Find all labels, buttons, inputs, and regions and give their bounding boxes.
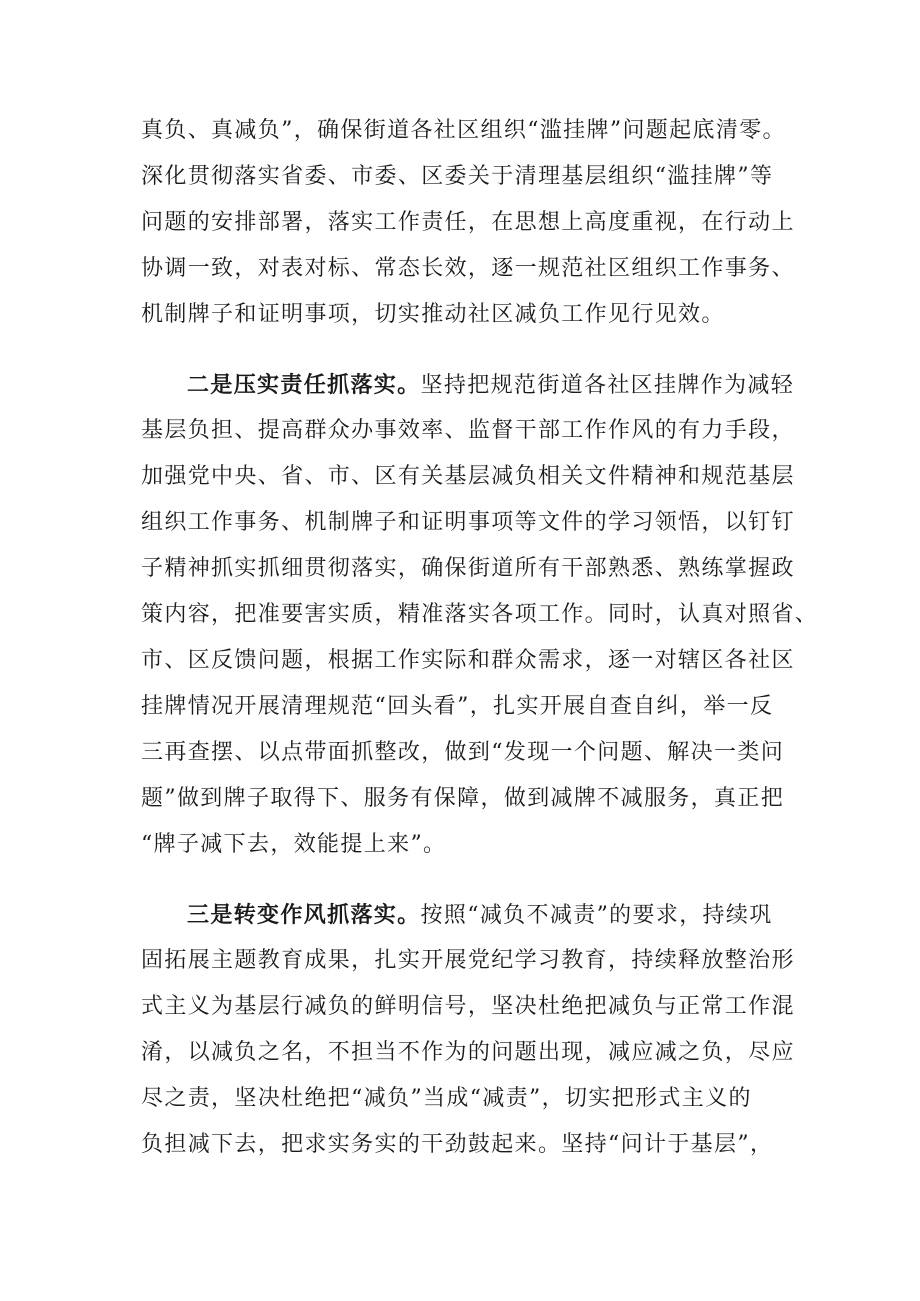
text-line: 深化贯彻落实省委、市委、区委关于清理基层组织“滥挂牌”等 xyxy=(141,164,774,189)
text-line: 基层负担、提高群众办事效率、监督干部工作作风的有力手段， xyxy=(141,418,795,443)
text-line: 真负、真减负”，确保街道各社区组织“滥挂牌”问题起底清零。 xyxy=(141,118,786,143)
text-line: 策内容，把准要害实质，精准落实各项工作。同时，认真对照省、 xyxy=(141,602,819,627)
text-line: 加强党中央、省、市、区有关基层减负相关文件精神和规范基层 xyxy=(141,464,795,489)
paragraph-two xyxy=(141,362,819,868)
paragraph-first-line xyxy=(141,892,791,938)
text-line: 固拓展主题教育成果，扎实开展党纪学习教育，持续释放整治形 xyxy=(141,948,795,973)
text-line: 三再查摆、以点带面抓整改，做到“发现一个问题、解决一类问 xyxy=(141,740,785,765)
text-line: 尽之责，坚决杜绝把“减负”当成“减责”，切实把形式主义的 xyxy=(141,1086,752,1111)
text-line: 题”做到牌子取得下、服务有保障，做到减牌不减服务，真正把 xyxy=(141,786,785,811)
text-line: 挂牌情况开展清理规范“回头看”，扎实开展自查自纠，举一反 xyxy=(141,694,774,719)
text-line: “牌子减下去，效能提上来”。 xyxy=(141,832,447,857)
paragraph-gap xyxy=(141,338,791,362)
paragraph-first-line-rest: 按照“减负不减责”的要求，持续巩 xyxy=(420,903,773,928)
text-line: 问题的安排部署，落实工作责任，在思想上高度重视，在行动上 xyxy=(141,210,795,235)
paragraph-lead-heading: 二是压实责任抓落实。 xyxy=(187,372,421,398)
paragraph-three xyxy=(141,892,795,1168)
text-line: 机制牌子和证明事项，切实推动社区减负工作见行见效。 xyxy=(141,302,725,327)
paragraph-continuation xyxy=(141,108,795,338)
paragraph-first-line-rest: 坚持把规范街道各社区挂牌作为减轻 xyxy=(420,373,795,398)
text-line: 市、区反馈问题，根据工作实际和群众需求，逐一对辖区各社区 xyxy=(141,648,795,673)
paragraph-first-line xyxy=(141,362,795,408)
text-line: 子精神抓实抓细贯彻落实，确保街道所有干部熟悉、熟练掌握政 xyxy=(141,556,795,581)
text-line: 组织工作事务、机制牌子和证明事项等文件的学习领悟，以钉钉 xyxy=(141,510,795,535)
document-page xyxy=(141,108,819,1168)
text-line: 协调一致，对表对标、常态长效，逐一规范社区组织工作事务、 xyxy=(141,256,795,281)
text-line: 淆，以减负之名，不担当不作为的问题出现，减应减之负，尽应 xyxy=(141,1040,795,1065)
text-line: 式主义为基层行减负的鲜明信号，坚决杜绝把减负与正常工作混 xyxy=(141,994,795,1019)
paragraph-gap xyxy=(141,868,791,892)
text-line: 负担减下去，把求实务实的干劲鼓起来。坚持“问计于基层”， xyxy=(141,1132,774,1157)
paragraph-lead-heading: 三是转变作风抓落实。 xyxy=(187,902,421,928)
